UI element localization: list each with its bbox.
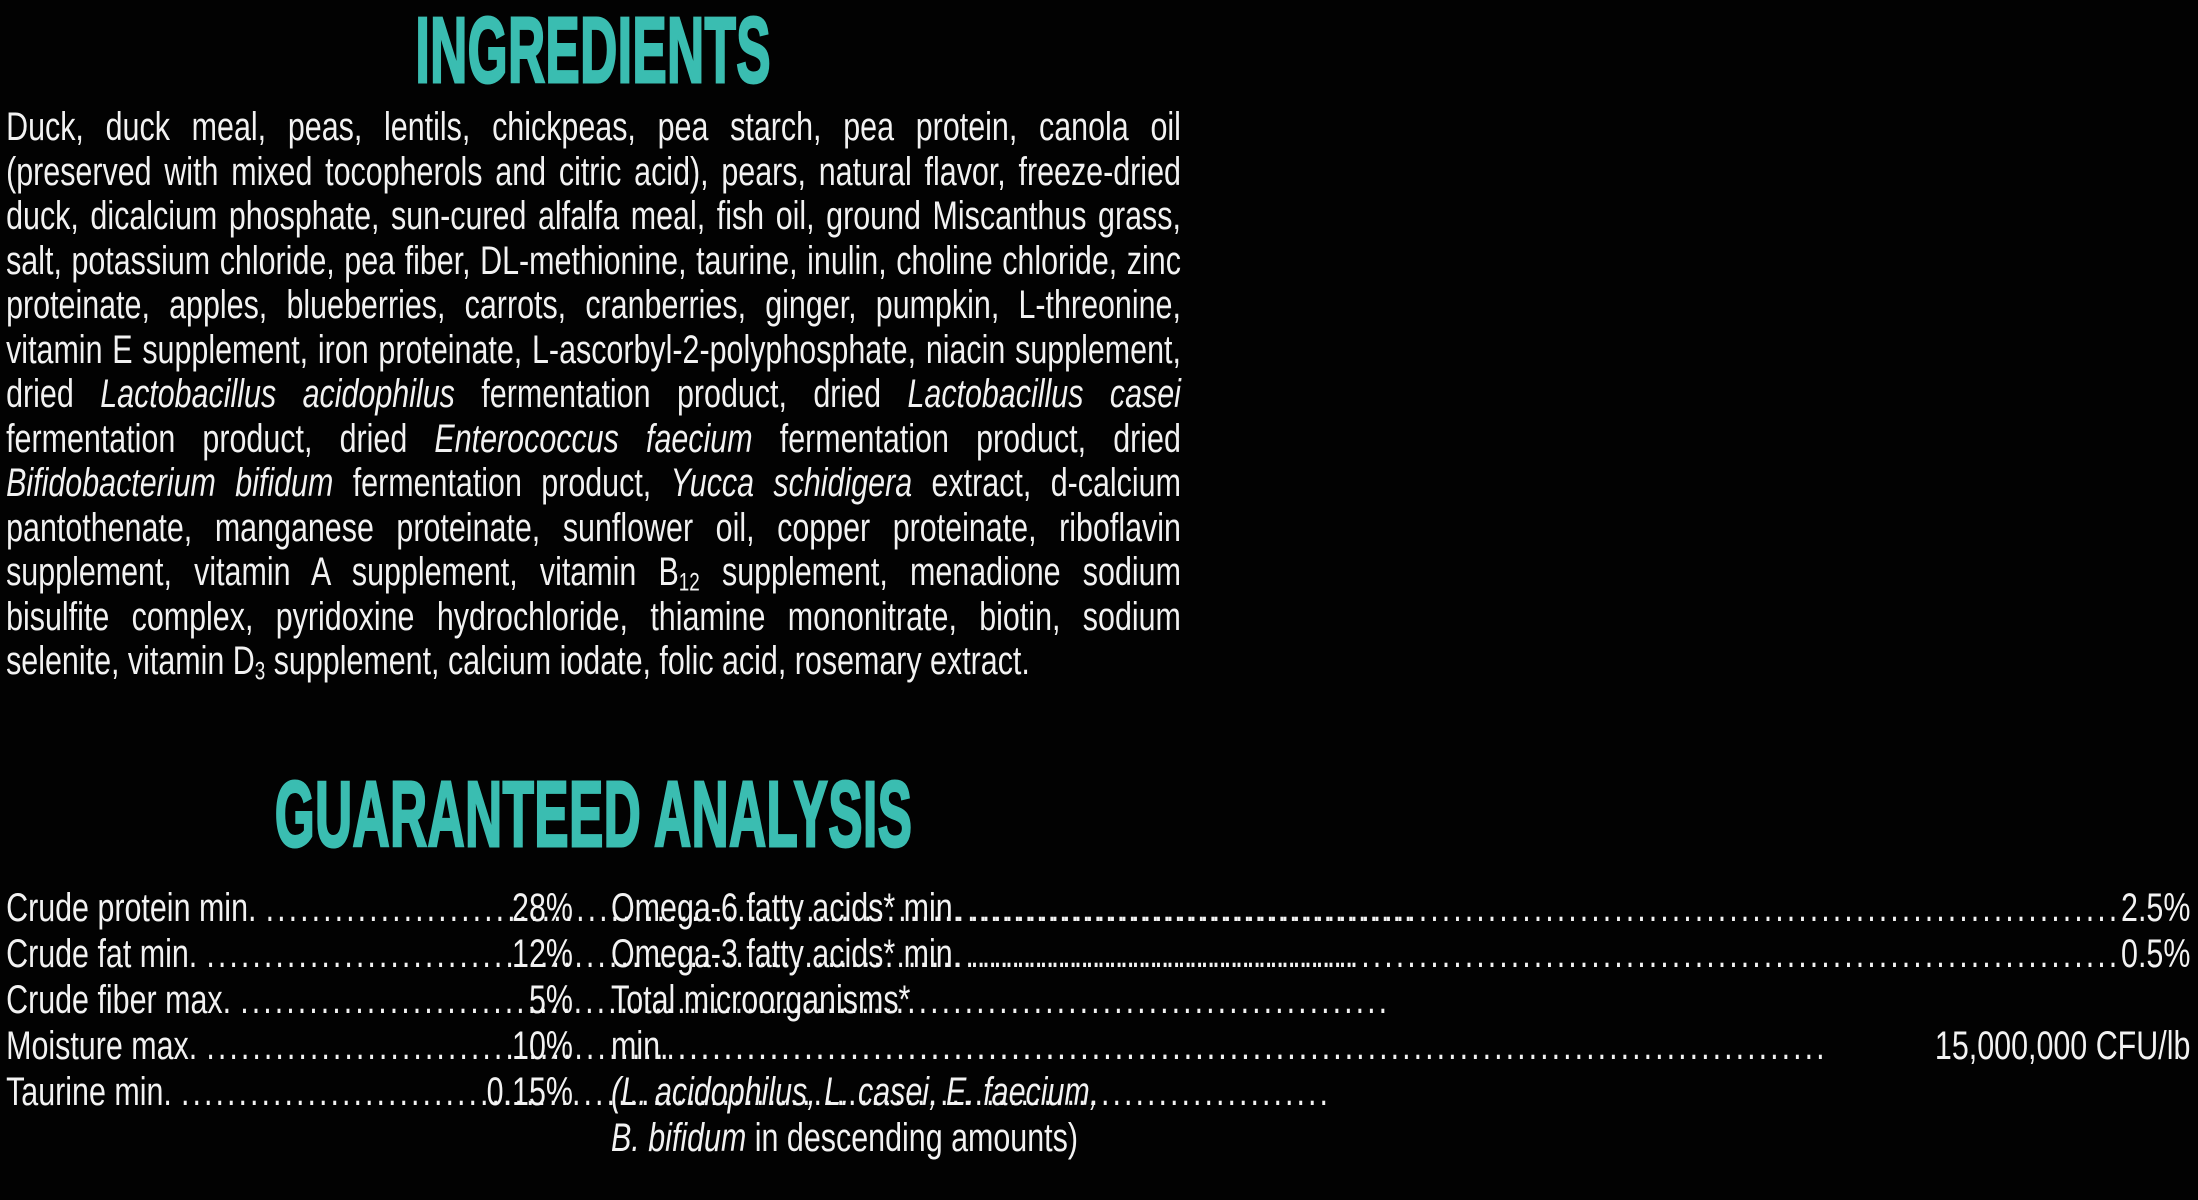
analysis-row-moisture xyxy=(6,1023,573,1069)
analysis-row-value: 10% xyxy=(512,1023,573,1068)
analysis-row-label: Total microorganisms* xyxy=(611,977,911,1022)
analysis-row-omega-6 xyxy=(611,885,2190,931)
leader-dots xyxy=(970,931,2120,977)
ingredients-heading: INGREDIENTS xyxy=(415,0,772,102)
analysis-row-value: 2.5% xyxy=(2121,885,2191,930)
analysis-row-label: Omega-6 fatty acids* min. xyxy=(611,885,962,930)
analysis-row-value: 0.5% xyxy=(2121,931,2191,976)
leader-dots xyxy=(266,885,512,931)
microorganisms-note-line2: B. bifidum in descending amounts) xyxy=(611,1115,1078,1160)
analysis-row-omega-3 xyxy=(611,931,2190,977)
analysis-right-column xyxy=(611,885,2198,1161)
analysis-row-value: 5% xyxy=(528,977,573,1022)
guaranteed-analysis-section-header xyxy=(0,761,1187,866)
ingredients-paragraph: Duck, duck meal, peas, lentils, chickpeas, pea starch, pea protein, canola oil (preserved with mixed tocopherols and citric acid), pears, natural flavor, freeze-dried duck, dicalcium phosphate, sun-cured alfalfa meal, fish oil, ground Miscanthus grass, salt, potassium chloride, pea fiber, DL-methionine, taurine, inulin, choline chloride, zinc proteinate, apples, blueberries, carrots, cranberries, ginger, pumpkin, L-threonine, vitamin E supplement, iron proteinate, L-ascorbyl-2-polyphosphate, niacin supplement, dried Lactobacillus acidophilus fermentation product, dried Lactobacillus casei fermentation product, dried Enterococcus faecium fermentation product, dried Bifidobacterium bifidum fermentation product, Yucca schidigera extract, d-calcium pantothenate, manganese proteinate, sunflower oil, copper proteinate, riboflavin supplement, vitamin A supplement, vitamin $B_{12}$ supplement, menadione sodium bisulfite complex, pyridoxine hydrochloride, thiamine mononitrate, biotin, sodium selenite, vitamin $D_3$ supplement, calcium iodate, folic acid, rosemary extract. xyxy=(6,105,1181,686)
microorganisms-note-line1: (L. acidophilus, L. casei, E. faecium, xyxy=(611,1069,1099,1114)
ingredients-section-header xyxy=(0,0,1187,102)
guaranteed-analysis-heading: GUARANTEED ANALYSIS xyxy=(274,761,913,866)
guaranteed-analysis-table xyxy=(0,885,2191,1161)
analysis-row-value: 15,000,000 CFU/lb xyxy=(1934,1023,2191,1068)
analysis-left-column xyxy=(6,885,573,1161)
analysis-row-total-microorganisms-line1 xyxy=(611,977,2190,1023)
leader-dots xyxy=(206,931,511,977)
analysis-row-taurine xyxy=(6,1069,573,1115)
leader-dots xyxy=(181,1069,486,1115)
analysis-row-label: Crude fat min. xyxy=(6,931,198,976)
analysis-row-label: Taurine min. xyxy=(6,1069,172,1114)
analysis-row-label: Crude fiber max. xyxy=(6,977,232,1022)
leader-dots xyxy=(240,977,528,1023)
leader-dots xyxy=(206,1023,511,1069)
analysis-row-label: Omega-3 fatty acids* min. xyxy=(611,931,962,976)
analysis-row-label: Moisture max. xyxy=(6,1023,198,1068)
analysis-row-value: 12% xyxy=(512,931,573,976)
leader-dots xyxy=(970,885,2120,931)
analysis-row-label: min. xyxy=(611,1023,669,1068)
analysis-row-total-microorganisms-line2 xyxy=(611,1023,2190,1069)
analysis-row-crude-fiber xyxy=(6,977,573,1023)
analysis-row-label: Crude protein min. xyxy=(6,885,257,930)
analysis-row-value: 28% xyxy=(512,885,573,930)
analysis-row-crude-fat xyxy=(6,931,573,977)
analysis-row-crude-protein xyxy=(6,885,573,931)
leader-dots xyxy=(678,1023,1935,1069)
analysis-row-value: 0.15% xyxy=(486,1069,573,1114)
